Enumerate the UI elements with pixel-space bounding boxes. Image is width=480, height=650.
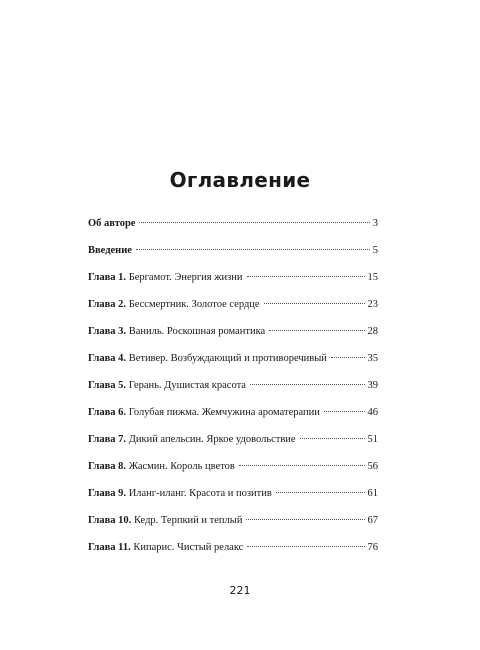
toc-entry-label xyxy=(88,405,320,420)
toc-entry-text: Голубая пижма. Жемчужина ароматерапии xyxy=(126,407,320,418)
dot-leader xyxy=(246,519,364,520)
toc-entry-chapter-2[interactable] xyxy=(88,297,378,312)
dot-leader xyxy=(300,438,365,439)
toc-entry-page: 67 xyxy=(367,515,378,526)
toc-entry-chapter-7[interactable] xyxy=(88,432,378,447)
toc-entry-page: 23 xyxy=(367,299,378,310)
toc-entry-chapter-9[interactable] xyxy=(88,486,378,501)
toc-entry-text: Жасмин. Король цветов xyxy=(126,461,235,472)
toc-entry-prefix: Глава 6. xyxy=(88,407,127,418)
toc-entry-text: Кипарис. Чистый релакс xyxy=(130,542,244,553)
toc-entry-label xyxy=(88,270,243,285)
toc-entry-page: 15 xyxy=(367,272,378,283)
toc-entry-text: Бергамот. Энергия жизни xyxy=(126,272,243,283)
toc-entry-page: 3 xyxy=(372,218,378,229)
toc-entry-label xyxy=(88,513,242,528)
page-title: Оглавление xyxy=(169,168,311,192)
toc-entry-chapter-5[interactable] xyxy=(88,378,378,393)
dot-leader xyxy=(331,357,365,358)
page-number: 221 xyxy=(229,584,251,597)
toc-entry-text: Ветивер. Возбуждающий и противоречивый xyxy=(126,353,327,364)
toc-entry-page: 35 xyxy=(367,353,378,364)
toc-entry-chapter-3[interactable] xyxy=(88,324,378,339)
toc-entry-label xyxy=(88,351,327,366)
toc-entry-page: 56 xyxy=(367,461,378,472)
toc-entry-label xyxy=(88,432,296,447)
toc-entry-chapter-4[interactable] xyxy=(88,351,378,366)
toc-entry-label xyxy=(88,459,235,474)
toc-entry-chapter-1[interactable] xyxy=(88,270,378,285)
toc-entry-page: 28 xyxy=(367,326,378,337)
dot-leader xyxy=(139,222,369,223)
toc-entry-text: Герань. Душистая красота xyxy=(126,380,246,391)
toc-entry-prefix: Глава 1. xyxy=(88,272,127,283)
toc-entry-page: 39 xyxy=(367,380,378,391)
toc-entry-prefix: Глава 11. xyxy=(88,542,131,553)
toc-entry-prefix: Глава 5. xyxy=(88,380,127,391)
toc-entry-chapter-10[interactable] xyxy=(88,513,378,528)
toc-entry-page: 51 xyxy=(367,434,378,445)
toc-entry-text: Ваниль. Роскошная романтика xyxy=(126,326,266,337)
toc-entry-chapter-6[interactable] xyxy=(88,405,378,420)
toc-entry-prefix: Введение xyxy=(88,245,132,256)
toc-entry-prefix: Глава 9. xyxy=(88,488,127,499)
toc-entry-label xyxy=(88,378,246,393)
toc-entry-prefix: Глава 7. xyxy=(88,434,127,445)
toc-entry-prefix: Глава 8. xyxy=(88,461,127,472)
toc-entry-chapter-8[interactable] xyxy=(88,459,378,474)
dot-leader xyxy=(264,303,365,304)
toc-entry-page: 5 xyxy=(372,245,378,256)
toc-entry-about-author[interactable] xyxy=(88,216,378,231)
toc-entry-prefix: Об авторе xyxy=(88,218,136,229)
toc-entry-prefix: Глава 4. xyxy=(88,353,127,364)
toc-entry-text: Дикий апельсин. Яркое удовольствие xyxy=(126,434,296,445)
toc-entry-page: 76 xyxy=(367,542,378,553)
toc-entry-label xyxy=(88,216,135,231)
dot-leader xyxy=(269,330,364,331)
toc-entry-text: Иланг-иланг. Красота и позитив xyxy=(126,488,272,499)
toc-entry-text: Кедр. Терпкий и теплый xyxy=(131,515,243,526)
dot-leader xyxy=(239,465,365,466)
toc-entry-label xyxy=(88,540,243,555)
toc-entry-prefix: Глава 10. xyxy=(88,515,132,526)
dot-leader xyxy=(247,276,365,277)
toc-entry-page: 61 xyxy=(367,488,378,499)
dot-leader xyxy=(247,546,364,547)
toc-entry-text: Бессмертник. Золотое сердце xyxy=(126,299,260,310)
toc-entry-label xyxy=(88,324,265,339)
table-of-contents xyxy=(88,216,378,555)
dot-leader xyxy=(276,492,365,493)
toc-entry-label xyxy=(88,297,260,312)
toc-entry-page: 46 xyxy=(367,407,378,418)
toc-entry-prefix: Глава 2. xyxy=(88,299,127,310)
dot-leader xyxy=(136,249,370,250)
toc-entry-prefix: Глава 3. xyxy=(88,326,127,337)
toc-entry-label xyxy=(88,486,272,501)
toc-entry-chapter-11[interactable] xyxy=(88,540,378,555)
toc-entry-label xyxy=(88,243,132,258)
toc-entry-introduction[interactable] xyxy=(88,243,378,258)
dot-leader xyxy=(250,384,365,385)
dot-leader xyxy=(324,411,365,412)
